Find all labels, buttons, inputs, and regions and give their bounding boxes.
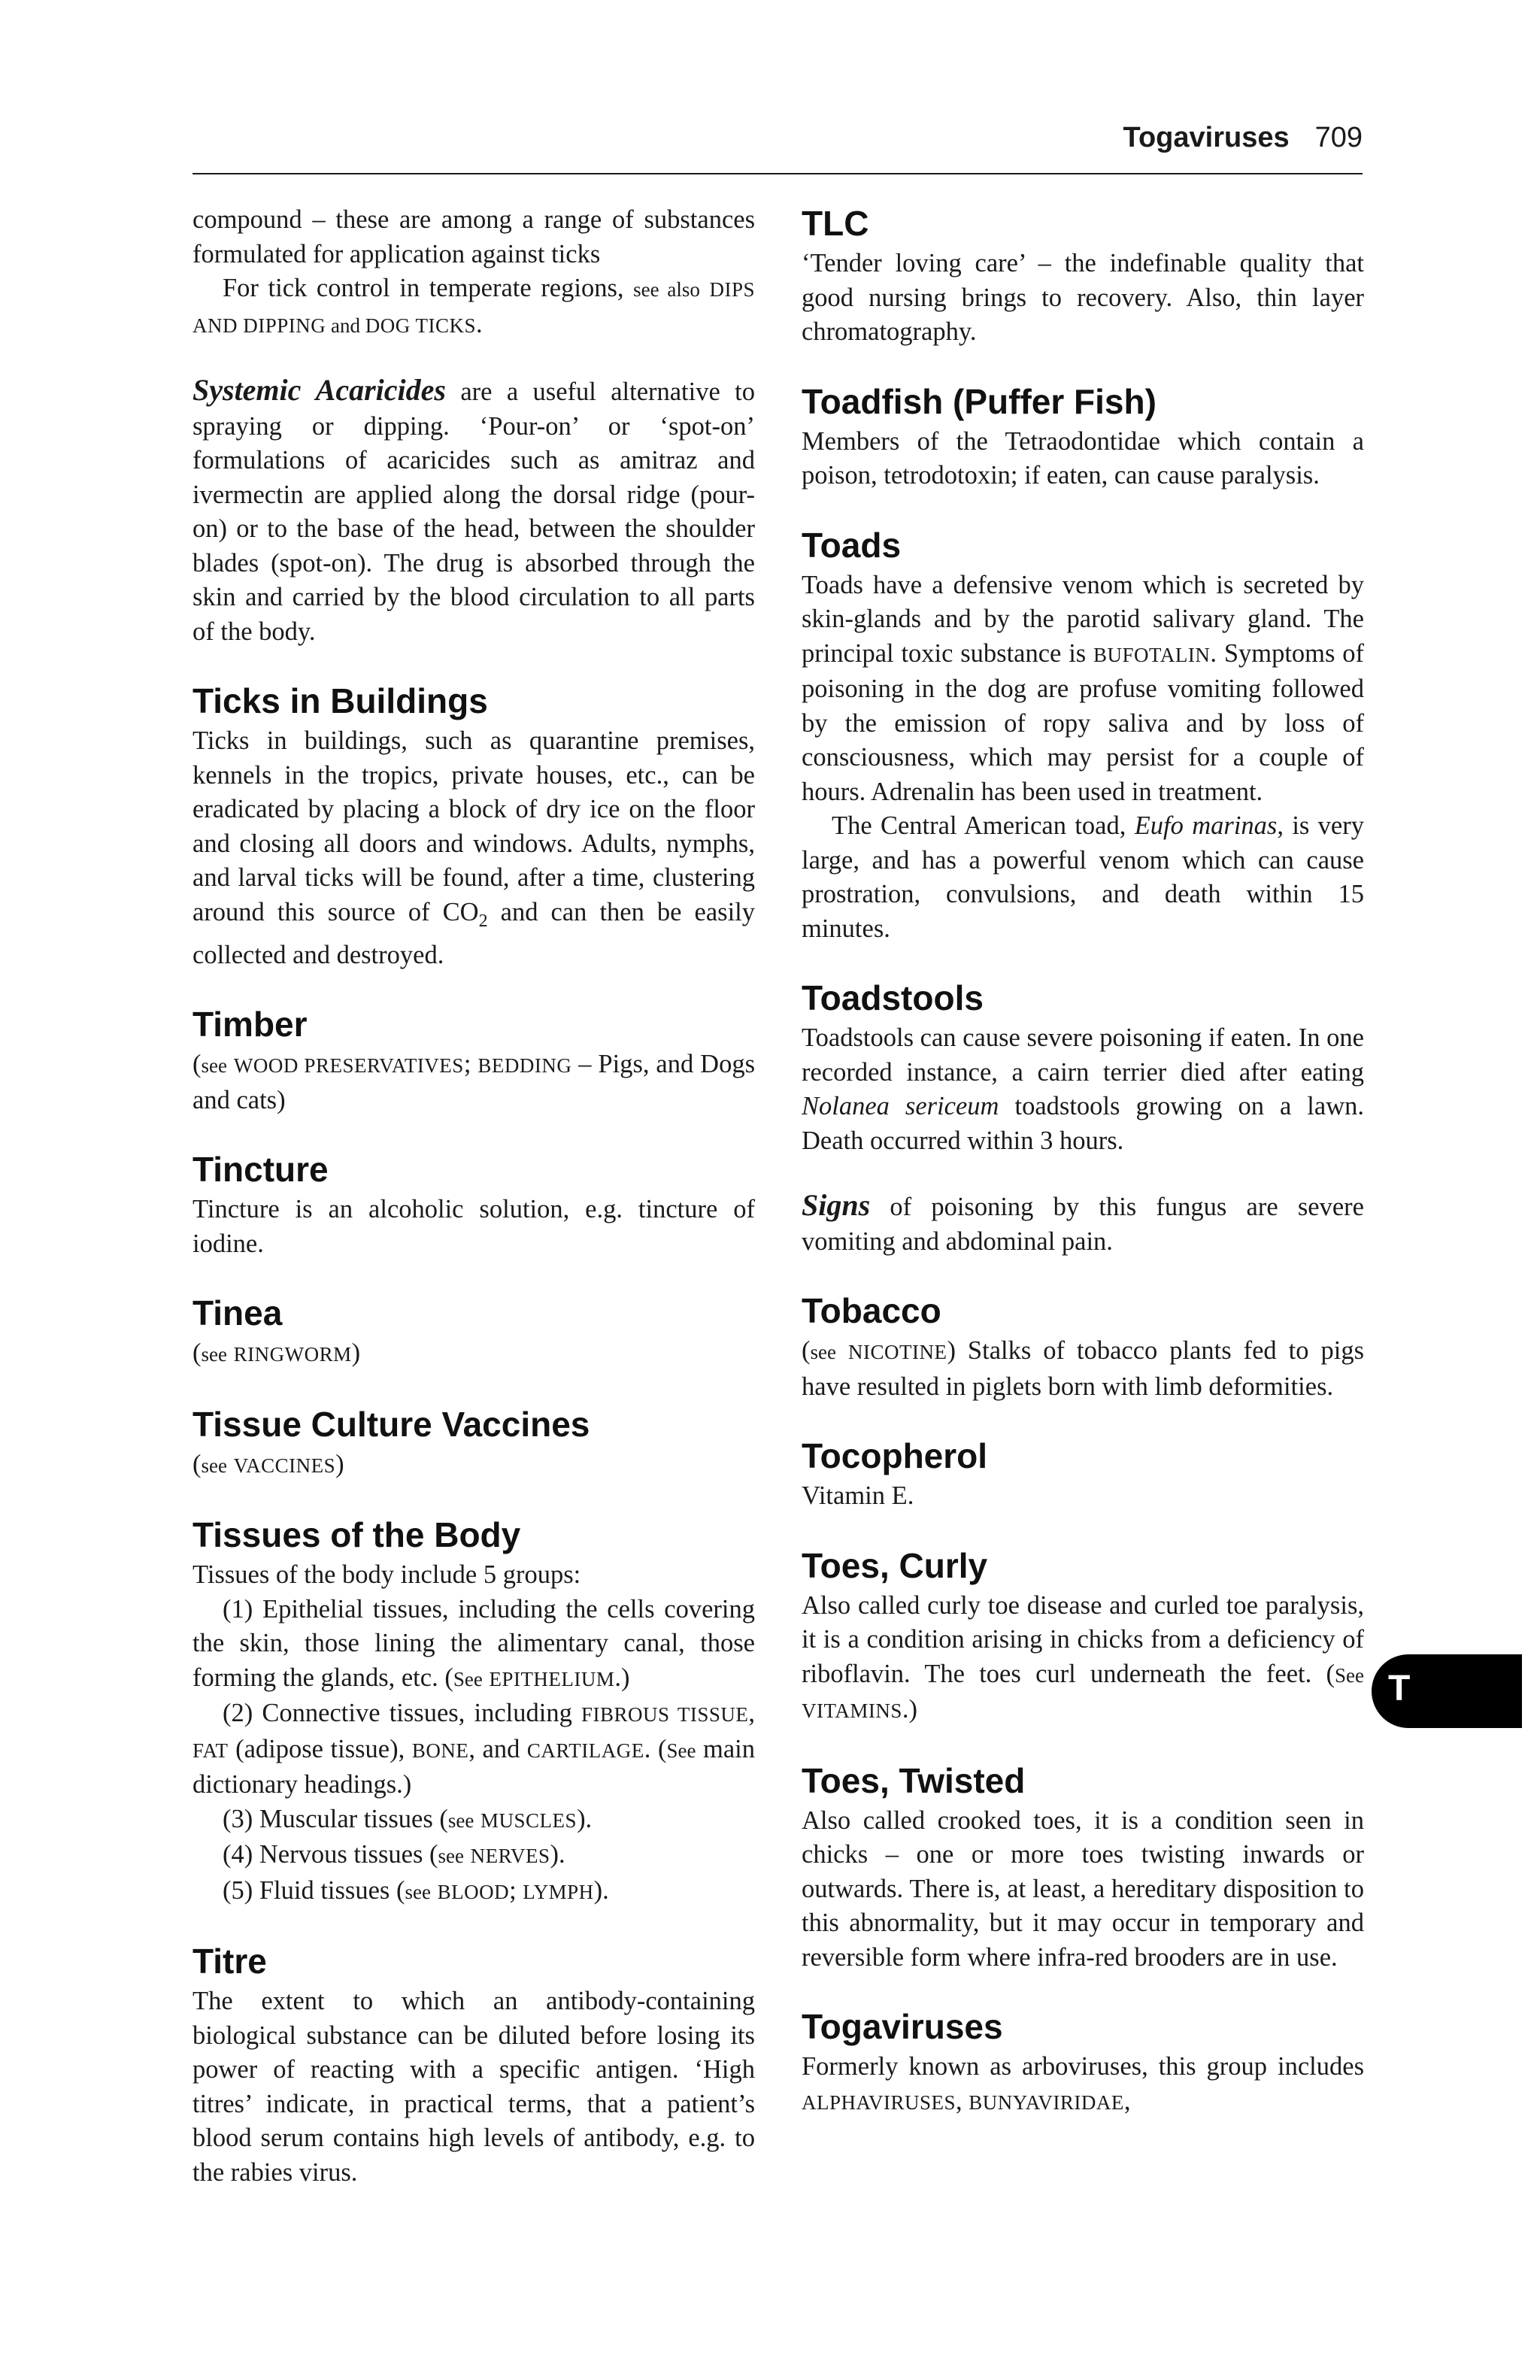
tissues-list — [192, 1558, 755, 1909]
cross-ref-muscles[interactable]: MUSCLES — [480, 1808, 578, 1832]
cross-ref-nicotine[interactable]: NICOTINE — [847, 1341, 947, 1363]
entry-title-toes-twisted: Toes, Twisted — [802, 1760, 1026, 1800]
list-item — [192, 1838, 755, 1874]
entry-text-toes-curly — [802, 1589, 1364, 1729]
cross-ref-fat[interactable]: FAT — [192, 1739, 229, 1762]
species-name: Eufo marinas — [1134, 811, 1278, 840]
cross-ref-dips[interactable]: DIPS AND DIPPING — [192, 278, 756, 337]
cross-ref-bedding[interactable]: BEDDING — [477, 1054, 572, 1078]
entry-title-tinea: Tinea — [192, 1293, 283, 1333]
see-label: see — [405, 1880, 431, 1903]
see-also-label: see also — [633, 278, 700, 301]
entry-text-tincture: Tincture is an alcoholic solution, e.g. tincture of iodine. — [192, 1195, 755, 1258]
cross-ref-bunyaviridae[interactable]: BUNYAVIRIDAE — [969, 2090, 1124, 2114]
cross-ref-bone[interactable]: BONE — [411, 1739, 469, 1762]
list-intro: Tissues of the body include 5 groups: — [192, 1560, 581, 1590]
entry-text-toadfish: Members of the Tetraodontidae which contain a poison, tetrodotoxin; if eaten, can cause paralysis. — [802, 426, 1364, 490]
text: ). — [593, 1875, 609, 1905]
cross-ref-lymph[interactable]: LYMPH — [523, 1880, 594, 1903]
text: main dictionary headings.) — [192, 1734, 755, 1799]
text: . ( — [644, 1734, 667, 1763]
run-in-heading: Signs — [802, 1188, 871, 1222]
cross-ref-epithelium[interactable]: EPITHELIUM — [489, 1667, 615, 1690]
header-rule — [192, 173, 1363, 174]
text: Also called curly toe disease and curled toe paralysis, it is a condition arising in chicks from a deficiency of riboflavin. The toes curl underneath the feet. ( — [802, 1590, 1364, 1688]
subscript: 2 — [478, 911, 488, 931]
entry-title-tlc: TLC — [802, 204, 869, 243]
entry-title-toadstools: Toadstools — [802, 978, 984, 1017]
entry-title-toadfish: Toadfish (Puffer Fish) — [802, 381, 1157, 421]
entry-title-ticks-in-buildings: Ticks in Buildings — [192, 681, 488, 720]
entry-title-tocopherol: Tocopherol — [802, 1436, 988, 1475]
text: , and — [468, 1734, 527, 1763]
text: (5) Fluid tissues ( — [223, 1875, 405, 1905]
entry-text-togaviruses — [802, 2050, 1364, 2120]
cross-ref-dog-ticks[interactable]: DOG TICKS — [365, 314, 477, 337]
see-label: See — [1335, 1663, 1364, 1687]
systemic-acaricides-paragraph — [192, 373, 755, 649]
text: ( — [802, 1336, 811, 1365]
cross-ref-nerves[interactable]: NERVES — [470, 1845, 550, 1868]
text: (2) Connective tissues, including — [223, 1699, 582, 1728]
running-head-title: Togaviruses — [1123, 122, 1290, 153]
text: of poisoning by this fungus are severe vomiting and abdominal pain. — [802, 1193, 1364, 1256]
text: , — [1123, 2086, 1131, 2115]
entry-text-tlc: ‘Tender loving care’ – the indefinable quality that good nursing brings to recovery. Also, thin layer chromatography. — [802, 249, 1364, 346]
text: (3) Muscular tissues ( — [223, 1804, 448, 1833]
list-item — [192, 1696, 755, 1802]
text: toadstools growing on a lawn. Death occurred within 3 hours. — [802, 1092, 1364, 1155]
cross-ref-alphaviruses[interactable]: ALPHAVIRUSES — [802, 2090, 956, 2114]
text: ) — [351, 1339, 361, 1368]
text: Formerly known as arboviruses, this group includes — [802, 2052, 1364, 2081]
text: . Symptoms of poisoning in the dog are profuse vomiting followed by the emission of ropy saliva and by loss of consciousness, which may persist for a couple of hours. Adrenalin has been used in treatment. — [802, 638, 1364, 806]
running-head — [192, 122, 1363, 154]
continued-paragraph: compound – these are among a range of substances formulated for application against ticks — [192, 205, 755, 268]
entry-text-tinea — [192, 1336, 755, 1372]
entry-title-toads: Toads — [802, 525, 902, 565]
text: – Pigs, and Dogs and cats) — [192, 1050, 755, 1114]
text: ( — [192, 1339, 202, 1368]
see-label: See — [666, 1739, 696, 1762]
entry-title-titre: Titre — [192, 1942, 267, 1981]
tick-control-paragraph — [192, 271, 755, 343]
text: ) — [335, 1449, 344, 1478]
text: For tick control in temperate regions, — [223, 274, 634, 302]
text: .) — [614, 1663, 630, 1692]
entry-title-tincture: Tincture — [192, 1150, 329, 1190]
list-item — [192, 1874, 755, 1910]
text: . — [476, 309, 483, 338]
text: Toadstools can cause severe poisoning if eaten. In one recorded instance, a cairn terrier died after eating — [802, 1023, 1364, 1087]
cross-ref-blood[interactable]: BLOOD — [437, 1880, 510, 1903]
list-item — [192, 1802, 755, 1839]
cross-ref-wood-preservatives[interactable]: WOOD PRESERVATIVES — [233, 1054, 464, 1078]
see-label: see — [438, 1845, 464, 1868]
entry-text-tobacco — [802, 1334, 1364, 1404]
text: are a useful alternative to spraying or dipping. ‘Pour-on’ or ‘spot-on’ formulations of acaricides such as amitraz and ivermectin are applied along the dorsal ridge (pour-on) or to the base of the head, between the shoulder blades (spot-on). The drug is absorbed through the skin and carried by the blood circulation to all parts of the body. — [192, 377, 756, 646]
thumb-tab-letter: T — [1388, 1669, 1411, 1708]
entry-text-toads-2 — [802, 809, 1364, 946]
entry-text-ticks — [192, 724, 755, 972]
entry-text-toes-twisted: Also called crooked toes, it is a condition seen in chicks – one or more toes twisting inwards or outwards. There is, at least, a hereditary disposition to this abnormality, but it may occur in temporary and reversible form where infra-red brooders are in use. — [802, 1805, 1364, 1972]
entry-title-timber: Timber — [192, 1005, 308, 1044]
cross-ref-bufotalin[interactable]: BUFOTALIN — [1093, 643, 1211, 666]
entry-text-toads — [802, 568, 1364, 810]
see-label: see — [201, 1343, 227, 1366]
cross-ref-ringworm[interactable]: RINGWORM — [233, 1343, 352, 1366]
entry-text-titre: The extent to which an antibody-containing biological substance can be diluted before losing its power of reacting with a specific antigen. ‘High titres’ indicate, in practical terms, that a patient’s blood serum contains high levels of antibody, e.g. to the rabies virus. — [192, 1987, 755, 2187]
species-name: Nolanea sericeum — [802, 1092, 999, 1120]
cross-ref-vaccines[interactable]: VACCINES — [233, 1454, 336, 1477]
list-item — [192, 1593, 755, 1697]
run-in-heading: Systemic Acaricides — [192, 373, 446, 407]
text: Toads have a defensive venom which is secreted by skin-glands and by the parotid salivary gland. The principal toxic substance is — [802, 570, 1364, 668]
entry-text-timber — [192, 1048, 755, 1117]
cross-ref-vitamins[interactable]: VITAMINS — [802, 1699, 902, 1722]
see-label: see — [201, 1054, 227, 1078]
entry-title-tissue-culture-vaccines: Tissue Culture Vaccines — [192, 1404, 590, 1444]
text: ). — [550, 1840, 565, 1869]
text: , is very large, and has a powerful venom which can cause prostration, convulsions, and death within 15 minutes. — [802, 811, 1364, 943]
signs-paragraph — [802, 1188, 1364, 1259]
text: .) — [902, 1695, 917, 1724]
text: ; — [463, 1050, 478, 1079]
entry-text-tocopherol: Vitamin E. — [802, 1481, 914, 1510]
text: (4) Nervous tissues ( — [223, 1840, 438, 1869]
text: ) Stalks of tobacco plants fed to pigs have resulted in piglets born with limb deformities. — [802, 1336, 1364, 1401]
text: , — [748, 1699, 755, 1728]
page-number: 709 — [1314, 122, 1363, 153]
cross-ref-fibrous-tissue[interactable]: FIBROUS TISSUE — [581, 1703, 749, 1727]
left-column — [192, 203, 755, 2190]
entry-title-tobacco: Tobacco — [802, 1291, 941, 1330]
text: (1) Epithelial tissues, including the cells covering the skin, those lining the alimentary canal, those forming the glands, etc. ( — [192, 1594, 755, 1692]
see-label: See — [453, 1667, 483, 1690]
text: and — [326, 314, 365, 337]
text: (adipose tissue), — [228, 1734, 412, 1763]
entry-title-tissues-of-the-body: Tissues of the Body — [192, 1515, 521, 1555]
entry-text-tissue-culture-vaccines — [192, 1448, 755, 1484]
cross-ref-cartilage[interactable]: CARTILAGE — [526, 1739, 644, 1762]
text: , — [956, 2086, 969, 2115]
text: ( — [192, 1050, 202, 1079]
text: and can then be easily collected and destroyed. — [192, 897, 756, 969]
text: Ticks in buildings, such as quarantine premises, kennels in the tropics, private houses, etc., can be eradicated by placing a block of dry ice on the floor and closing all doors and windows. Adults, nymphs, and larval ticks will be found, after a time, clustering around this source of CO — [192, 726, 755, 926]
entry-title-toes-curly: Toes, Curly — [802, 1545, 988, 1585]
see-label: see — [447, 1808, 474, 1832]
entry-text-toadstools — [802, 1021, 1364, 1158]
entry-title-togaviruses: Togaviruses — [802, 2007, 1003, 2046]
text: The Central American toad, — [832, 811, 1135, 840]
see-label: see — [201, 1454, 227, 1477]
text: ( — [192, 1449, 202, 1478]
see-label: see — [810, 1341, 836, 1363]
right-column — [802, 203, 1364, 2120]
section-thumb-tab — [1372, 1654, 1522, 1728]
text: ; — [509, 1875, 523, 1905]
text: ). — [577, 1804, 593, 1833]
